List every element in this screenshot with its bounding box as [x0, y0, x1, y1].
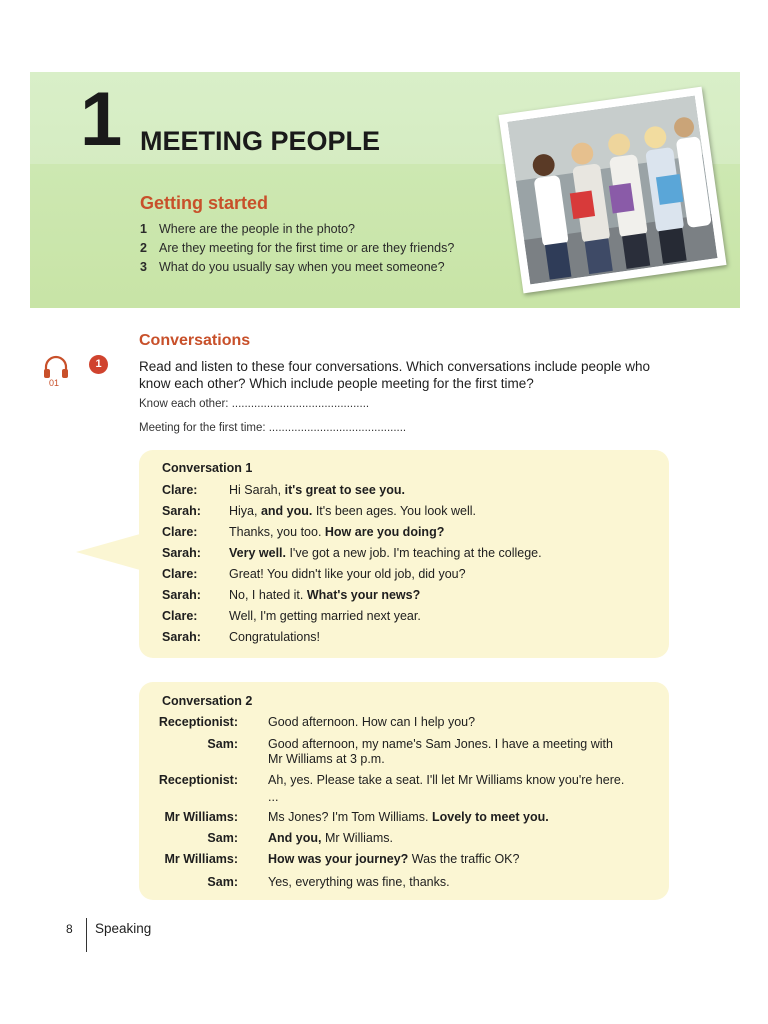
- dialogue-line: No, I hated it. What's your news?: [229, 588, 421, 602]
- dialogue-line: Ms Jones? I'm Tom Williams. Lovely to meet you.: [268, 810, 549, 824]
- speaker-name: Clare:: [162, 609, 198, 623]
- audio-track-number: 01: [49, 378, 60, 388]
- dialogue-line: Hi Sarah, it's great to see you.: [229, 483, 405, 497]
- dialogue-line: Good afternoon, my name's Sam Jones. I have a meeting with: [268, 737, 613, 751]
- speaker-name: Sam:: [207, 831, 238, 845]
- section-label: Speaking: [95, 921, 152, 936]
- question-number: 3: [140, 260, 147, 274]
- speaker-name: Mr Williams:: [164, 852, 238, 866]
- speaker-name: Clare:: [162, 525, 198, 539]
- headphones-icon: [42, 354, 70, 380]
- question-text: Where are the people in the photo?: [159, 222, 355, 236]
- getting-started-heading: Getting started: [140, 193, 269, 213]
- speaker-name: Sarah:: [162, 504, 201, 518]
- dialogue-line: ...: [268, 790, 279, 804]
- unit-number: 1: [80, 77, 121, 162]
- question-text: Are they meeting for the first time or are they friends?: [159, 241, 455, 255]
- dialogue-line: Great! You didn't like your old job, did you?: [229, 567, 466, 581]
- meeting-first-time-blank: Meeting for the first time: ...........................................: [139, 422, 407, 434]
- dialogue-line: How was your journey? Was the traffic OK?: [268, 852, 520, 866]
- dialogue-line: Hiya, and you. It's been ages. You look well.: [229, 504, 476, 518]
- speaker-name: Sarah:: [162, 588, 201, 602]
- dialogue-line: Mr Williams at 3 p.m.: [268, 752, 385, 766]
- conversation-1-bubble-tail: [76, 534, 140, 570]
- speaker-name: Clare:: [162, 483, 198, 497]
- speaker-name: Sarah:: [162, 546, 201, 560]
- conversations-heading: Conversations: [139, 332, 251, 349]
- dialogue-line: Very well. I've got a new job. I'm teaching at the college.: [229, 546, 542, 560]
- getting-started-questions: [140, 220, 454, 277]
- speaker-name: Mr Williams:: [164, 810, 238, 824]
- exercise-instruction: Read and listen to these four conversations. Which conversations include people who know each other? Which include people meeting for the first time?: [139, 359, 651, 391]
- dialogue-line: Congratulations!: [229, 630, 321, 644]
- question-item: [140, 239, 454, 258]
- photo-illustration: [508, 96, 718, 285]
- speaker-name: Clare:: [162, 567, 198, 581]
- conversation-1-title: Conversation 1: [162, 461, 253, 475]
- question-number: 1: [140, 222, 147, 236]
- dialogue-line: And you, Mr Williams.: [268, 831, 393, 845]
- question-item: [140, 258, 454, 277]
- group-photo: [498, 87, 726, 294]
- unit-title: MEETING PEOPLE: [140, 126, 381, 156]
- conversation-2-title: Conversation 2: [162, 694, 253, 708]
- dialogue-line: Yes, everything was fine, thanks.: [268, 875, 450, 889]
- dialogue-line: Thanks, you too. How are you doing?: [229, 525, 445, 539]
- exercise-number-badge: 1: [89, 355, 108, 374]
- footer-divider: [86, 918, 87, 952]
- speaker-name: Receptionist:: [158, 773, 238, 787]
- know-each-other-blank: Know each other: ...........................................: [139, 398, 370, 410]
- speaker-name: Sam:: [207, 875, 238, 889]
- question-item: [140, 220, 454, 239]
- question-text: What do you usually say when you meet someone?: [159, 260, 445, 274]
- speaker-name: Sarah:: [162, 630, 201, 644]
- page-number: 8: [66, 922, 73, 936]
- dialogue-line: Good afternoon. How can I help you?: [268, 715, 476, 729]
- speaker-name: Sam:: [207, 737, 238, 751]
- speaker-name: Receptionist:: [158, 715, 238, 729]
- question-number: 2: [140, 241, 147, 255]
- dialogue-line: Ah, yes. Please take a seat. I'll let Mr Williams know you're here.: [268, 773, 625, 787]
- dialogue-line: Well, I'm getting married next year.: [229, 609, 421, 623]
